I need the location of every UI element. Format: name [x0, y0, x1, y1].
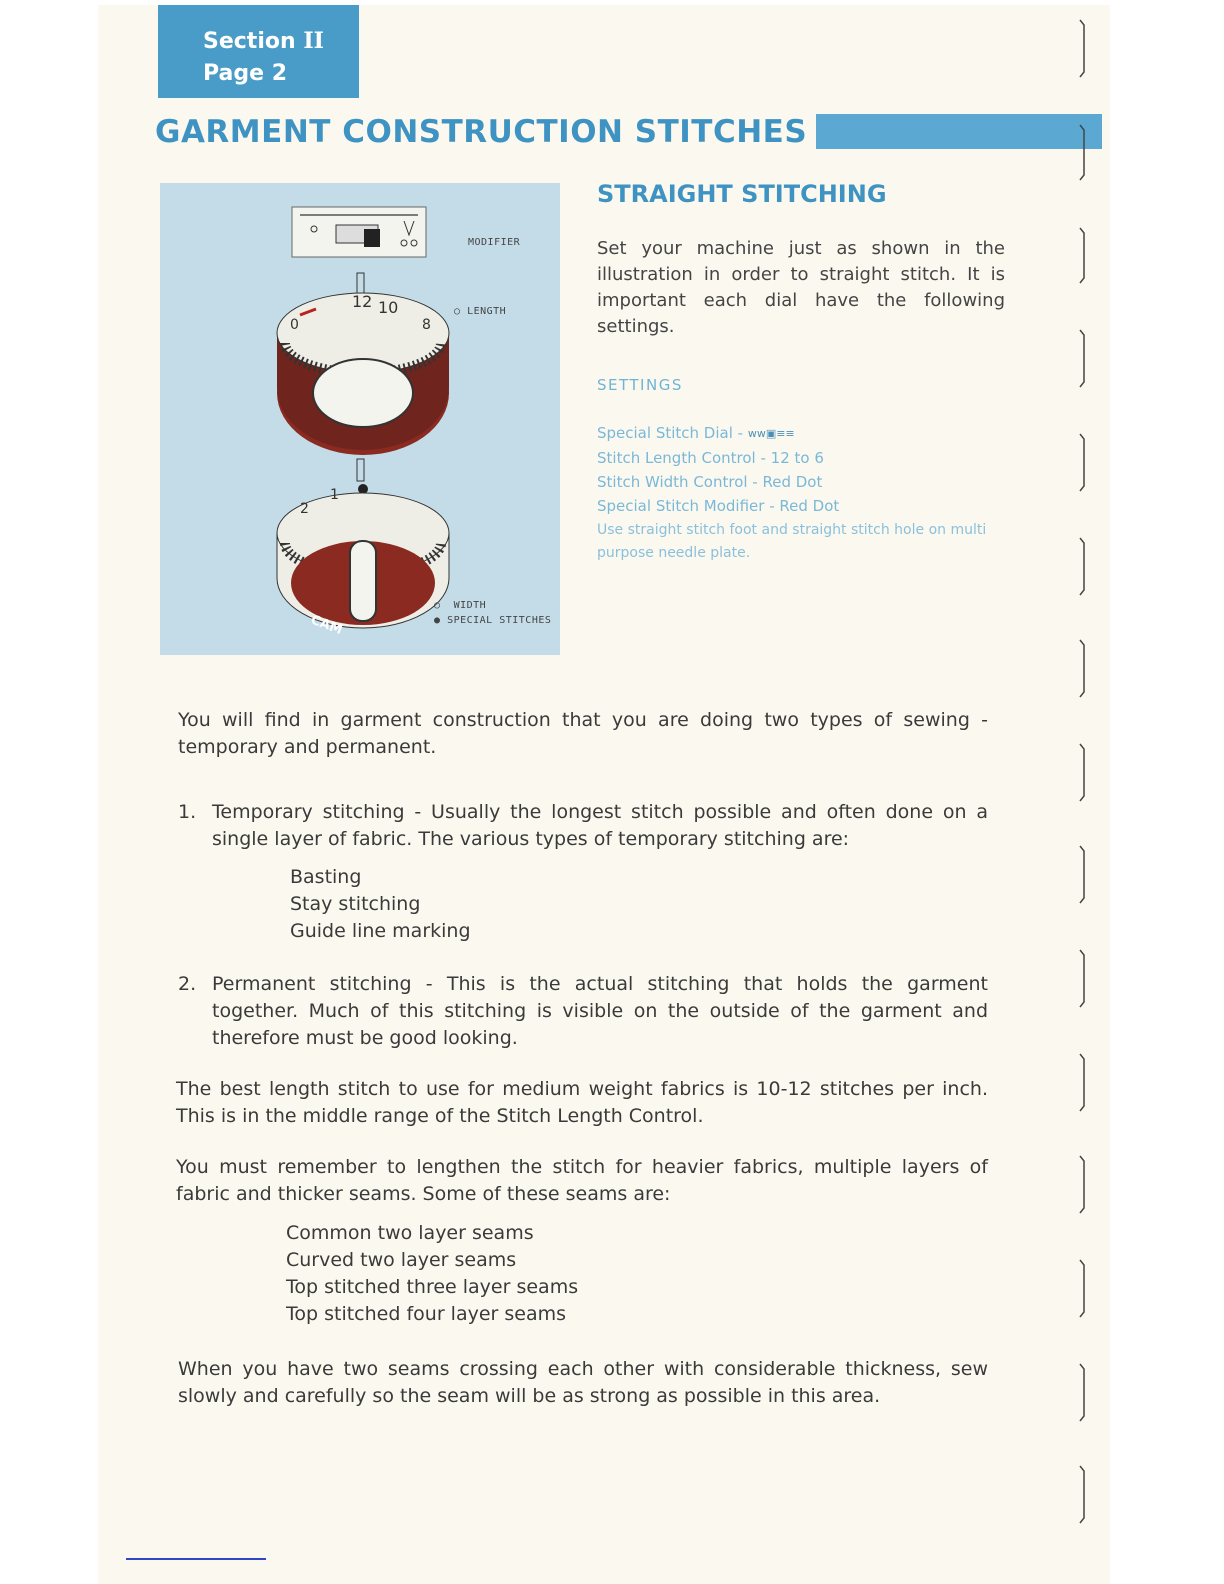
width-dial-icon: [277, 459, 449, 638]
setting-item: Special Stitch Modifier - Red Dot: [597, 496, 840, 515]
list-item: Basting: [290, 866, 362, 888]
special-stitches-label: SPECIAL STITCHES: [447, 615, 552, 626]
svg-text:12: 12: [352, 292, 373, 311]
list-item: Curved two layer seams: [286, 1249, 517, 1271]
svg-text:10: 10: [378, 298, 399, 317]
list-item: Stay stitching: [290, 893, 421, 915]
special-stitch-symbol-icon: ww▣≡≡: [747, 426, 795, 440]
list-item: Guide line marking: [290, 920, 471, 942]
binding-marks: [1060, 0, 1120, 1584]
settings-heading: SETTINGS: [597, 376, 683, 394]
page-label: Page: [203, 61, 265, 86]
paragraph-crossing-seams: When you have two seams crossing each other with considerable thickness, sew slowly and carefully so the seam will be as strong as possible in this area.: [178, 1358, 988, 1407]
presser-foot-note: Use straight stitch foot and straight stitch hole on multi purpose needle plate.: [597, 522, 987, 561]
machine-dials-illustration: [160, 183, 560, 655]
paragraph-stitch-length: The best length stitch to use for medium weight fabrics is 10-12 stitches per inch. This is in the middle range of the Stitch Length Control.: [176, 1078, 988, 1127]
page-number: 2: [271, 61, 288, 86]
settings-list: [597, 421, 997, 518]
list-item: Top stitched three layer seams: [286, 1276, 579, 1298]
circle-icon: ○: [454, 306, 461, 317]
svg-text:1: 1: [330, 487, 339, 503]
length-dial-icon: [277, 273, 449, 455]
list-number: 2.: [178, 973, 197, 995]
dials-drawing: [160, 183, 560, 655]
svg-text:2: 2: [300, 501, 309, 517]
section-numeral: II: [303, 28, 324, 54]
setting-item: Stitch Width Control - Red Dot: [597, 472, 823, 491]
intro-paragraph: Set your machine just as shown in the illustration in order to straight stitch. It is important each dial have the following settings.: [597, 238, 1005, 337]
circle-icon: ○: [434, 600, 441, 611]
modifier-label: MODIFIER: [468, 237, 521, 248]
list-item: Common two layer seams: [286, 1222, 534, 1244]
list-number: 1.: [178, 801, 197, 823]
setting-item: Special Stitch Dial - ww▣≡≡: [597, 421, 997, 446]
list-item-temporary: [178, 799, 988, 859]
section-tab: [158, 5, 359, 98]
length-label-row: [454, 306, 506, 317]
special-stitches-label-row: [434, 615, 551, 626]
paragraph-heavier-fabrics: You must remember to lengthen the stitch for heavier fabrics, multiple layers of fabric and thicker seams. Some of these seams are:: [176, 1156, 988, 1205]
setting-item: Stitch Length Control - 12 to 6: [597, 448, 824, 467]
bottom-rule: [126, 1558, 266, 1560]
svg-text:CAM: CAM: [308, 612, 345, 638]
width-label-row: [434, 600, 486, 611]
modifier-lever-icon: [292, 207, 426, 257]
section-subheading: STRAIGHT STITCHING: [597, 180, 887, 208]
width-label: WIDTH: [453, 600, 487, 611]
svg-text:8: 8: [422, 317, 431, 333]
section-label: Section: [203, 29, 296, 54]
page-title: GARMENT CONSTRUCTION STITCHES: [155, 114, 808, 150]
temporary-types-list: [290, 864, 471, 945]
dot-icon: ●: [434, 615, 441, 626]
list-item: Top stitched four layer seams: [286, 1303, 567, 1325]
list-item-permanent: [178, 971, 988, 1056]
list-text: Temporary stitching - Usually the longest stitch possible and often done on a single layer of fabric. The various types of temporary stitching are:: [212, 801, 988, 850]
list-text: Permanent stitching - This is the actual stitching that holds the garment together. Much of this stitching is visible on the outside of the garment and therefore must be good looking.: [212, 973, 988, 1049]
svg-text:0: 0: [290, 317, 299, 333]
paragraph-types-of-sewing: You will find in garment construction that you are doing two types of sewing - temporary and permanent.: [178, 709, 988, 758]
length-label: LENGTH: [467, 306, 507, 317]
seams-list: [286, 1220, 578, 1328]
